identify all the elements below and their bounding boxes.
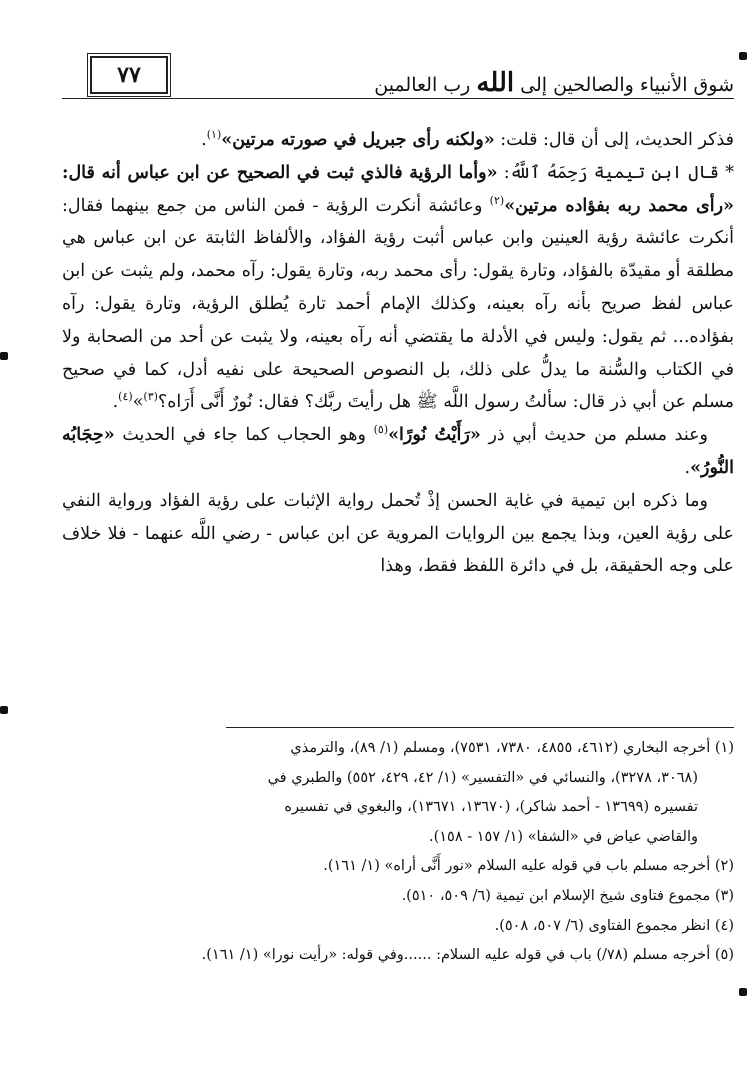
quote-bold: «حِجَابُه النُّورُ» — [62, 425, 734, 478]
main-text — [62, 124, 734, 583]
footnote-1-cont-1 — [62, 764, 734, 794]
quote-bold: «رَأَيْتُ نُورًا» — [388, 425, 481, 446]
text-run: فذكر الحديث، إلى أن قال: قلت: — [494, 130, 734, 150]
header-title-before: شوق الأنبياء والصالحين إلى — [520, 74, 734, 96]
text-run: وهو الحجاب كما جاء في الحديث — [114, 425, 374, 446]
footnote-ref: (٤) — [118, 390, 133, 404]
text-run: . — [112, 392, 119, 413]
paragraph-1 — [62, 124, 734, 157]
text-run: وعائشة أنكرت الرؤية - فمن الناس من جمع بينهما فقال: أنكرت عائشة رؤية العينين وابن عباس أثبت رؤية الفؤاد، والألفاظ الثابتة عن ابن عباس هي مطلقة أو مقيدّة بالفؤاد، وتارة يقول: رأى محمد ربه، وتارة يقول: رآه محمد، ولم يثبت عن ابن عباس لفظ صريح بأنه رآه بعينه، وكذلك الإمام أحمد تارة يُطلق الرؤية، وتارة يقول: رآه بفؤاده... ثم يقول: وليس في الأدلة ما يقتضي أنه رآه بعينه، ولا يثبت عن أحد من الصحابة ولا في الكتاب والسُّنة ما يدلُّ على ذلك، بل النصوص الصحيحة على نفيه أدل، كما في صحيح مسلم عن أبي ذر قال: سألتُ رسول اللَّه ﷺ هل رأيتَ ربَّك؟ فقال: نُورٌ أَنَّى أَرَاه؟ — [62, 195, 734, 413]
text-run: وما ذكره ابن تيمية في غاية الحسن إذْ تُحمل رواية الإثبات على رؤية الفؤاد ورواية النفي على رؤية العين، وبذا يجمع بين الروايات المروية عن ابن عباس - رضي اللَّه عنهما - فلا خلاف على وجه الحقيقة، بل في دائرة اللفظ فقط، وهذا — [62, 490, 734, 577]
header-title — [374, 68, 734, 98]
paragraph-4 — [62, 485, 734, 583]
footnote-divider — [226, 727, 734, 728]
paragraph-3 — [62, 419, 734, 485]
page-number-frame — [90, 56, 168, 94]
footnote-2 — [62, 852, 734, 882]
binding-mark-icon — [0, 352, 8, 360]
footnote-number: (١) — [714, 740, 734, 756]
footnote-5 — [62, 941, 734, 971]
header-divider — [62, 98, 734, 99]
footnote-text: (٣٠٦٨، ٣٢٧٨)، والنسائي في «التفسير» (١/ ٤٢، ٤٢٩، ٥٥٢) والطبري في — [267, 769, 698, 786]
footnote-text: انظر مجموع الفتاوى (٦/ ٥٠٧، ٥٠٨). — [494, 917, 711, 934]
footnote-text: والقاضي عياض في «الشفا» (١/ ١٥٧ - ١٥٨). — [428, 828, 698, 845]
header-title-allah: الله — [476, 68, 515, 98]
footnote-1-cont-2 — [62, 793, 734, 823]
text-run: » — [132, 392, 144, 413]
footnote-text: مجموع فتاوى شيخ الإسلام ابن تيمية (٦/ ٥٠٩، ٥١٠). — [401, 887, 711, 904]
footnote-number: (٢) — [714, 858, 734, 875]
footnote-text: أخرجه البخاري (٤٦١٢، ٤٨٥٥، ٧٣٨٠، ٧٥٣١)، ومسلم (١/ ٨٩)، والترمذي — [290, 740, 711, 756]
binding-mark-icon — [739, 988, 747, 996]
footnote-ref: (٥) — [373, 423, 389, 437]
footnote-ref: (٢) — [489, 193, 505, 207]
text-run: . — [684, 457, 691, 478]
footnote-number: (٤) — [714, 917, 734, 934]
page-number: ٧٧ — [117, 62, 141, 88]
footnote-1-cont-3 — [62, 823, 734, 853]
running-header — [62, 44, 734, 106]
footnote-number: (٣) — [714, 887, 734, 904]
footnote-text: أخرجه مسلم باب في قوله عليه السلام «نور أَنَّى أراه» (١/ ١٦١). — [323, 858, 711, 875]
footnotes — [62, 734, 734, 971]
binding-mark-icon — [0, 706, 8, 714]
quote-bold: «وأما الرؤية فالذي ثبت في الصحيح عن ابن عباس أنه قال: «رأى محمد ربه بفؤاده مرتين» — [62, 162, 734, 216]
footnote-ref: (٣) — [143, 390, 158, 404]
quote-bold: «ولكنه رأى جبريل في صورته مرتين» — [221, 130, 495, 150]
footnote-ref: (١) — [206, 128, 222, 142]
footnote-1 — [62, 734, 734, 764]
footnote-text: تفسيره (١٣٦٩٩ - أحمد شاكر)، (١٣٦٧٠، ١٣٦٧١)، والبغوي في تفسيره — [284, 799, 698, 816]
footnote-text: أخرجه مسلم (٧٨/) باب في قوله عليه السلام: ......وفي قوله: «رأيت نورا» (١/ ١٦١). — [201, 947, 711, 964]
text-run: . — [201, 130, 207, 150]
footnote-3 — [62, 882, 734, 912]
text-run: * قال ابن تيمية رَحِمَهُ ٱللَّهُ: — [497, 162, 735, 183]
footnote-number: (٥) — [714, 947, 734, 964]
footnote-4 — [62, 912, 734, 942]
text-run: وعند مسلم من حديث أبي ذر — [480, 425, 708, 446]
binding-mark-icon — [739, 52, 747, 60]
header-title-after: رب العالمين — [374, 74, 471, 96]
paragraph-2 — [62, 157, 734, 419]
